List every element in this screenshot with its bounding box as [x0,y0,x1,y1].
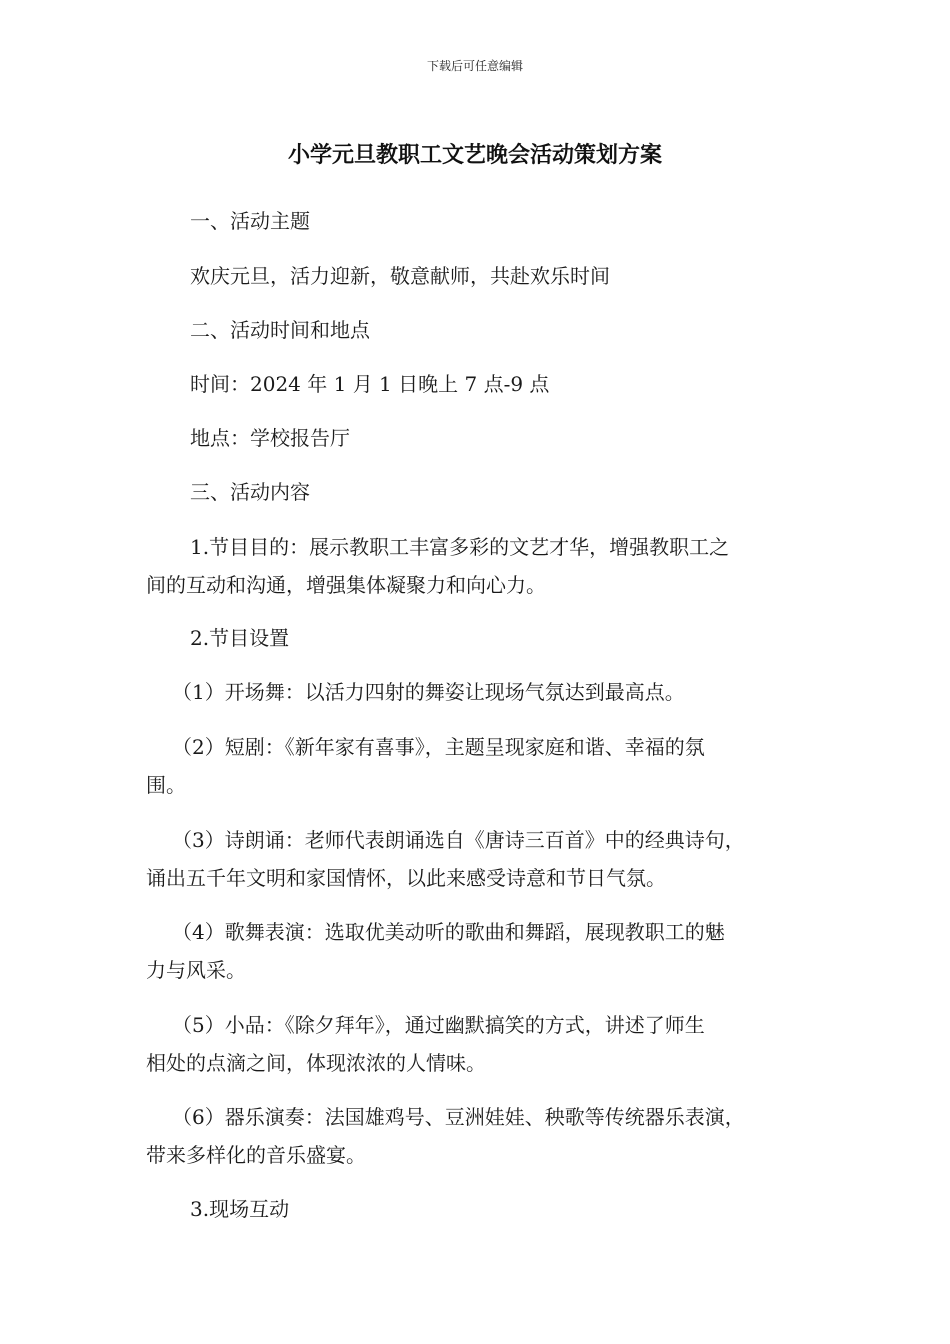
program-item-6-line-1: （6）器乐演奏：法国雄鸡号、豆洲娃娃、秧歌等传统器乐表演， [172,1105,745,1129]
program-setup-heading: 2.节目设置 [190,626,290,650]
program-item-2-line-2: 围。 [146,773,186,797]
program-item-4-line-2: 力与风采。 [146,958,246,982]
program-item-6-line-2: 带来多样化的音乐盛宴。 [146,1143,366,1167]
theme-content: 欢庆元旦，活力迎新，敬意献师，共赴欢乐时间 [190,264,610,288]
purpose-line-1: 1.节目目的：展示教职工丰富多彩的文艺才华，增强教职工之 [190,535,730,559]
section-heading-content: 三、活动内容 [190,480,310,504]
section-heading-time-place: 二、活动时间和地点 [190,318,370,342]
onsite-interaction-heading: 3.现场互动 [190,1197,290,1221]
document-title: 小学元旦教职工文艺晚会活动策划方案 [287,143,662,168]
program-item-2-line-1: （2）短剧：《新年家有喜事》，主题呈现家庭和谐、幸福的氛 [172,735,705,759]
header-note: 下载后可任意编辑 [426,59,523,73]
purpose-line-2: 间的互动和沟通，增强集体凝聚力和向心力。 [146,573,546,597]
program-item-3-line-2: 诵出五千年文明和家国情怀，以此来感受诗意和节日气氛。 [146,866,666,890]
event-time: 时间：2024 年 1 月 1 日晚上 7 点-9 点 [190,372,550,396]
section-heading-theme: 一、活动主题 [190,209,310,233]
program-item-5-line-1: （5）小品：《除夕拜年》，通过幽默搞笑的方式，讲述了师生 [172,1013,705,1037]
program-item-4-line-1: （4）歌舞表演：选取优美动听的歌曲和舞蹈，展现教职工的魅 [172,920,725,944]
event-place: 地点：学校报告厅 [190,426,350,450]
program-item-3-line-1: （3）诗朗诵：老师代表朗诵选自《唐诗三百首》中的经典诗句， [172,828,745,852]
program-item-5-line-2: 相处的点滴之间，体现浓浓的人情味。 [146,1051,486,1075]
program-item-1: （1）开场舞：以活力四射的舞姿让现场气氛达到最高点。 [172,680,685,704]
